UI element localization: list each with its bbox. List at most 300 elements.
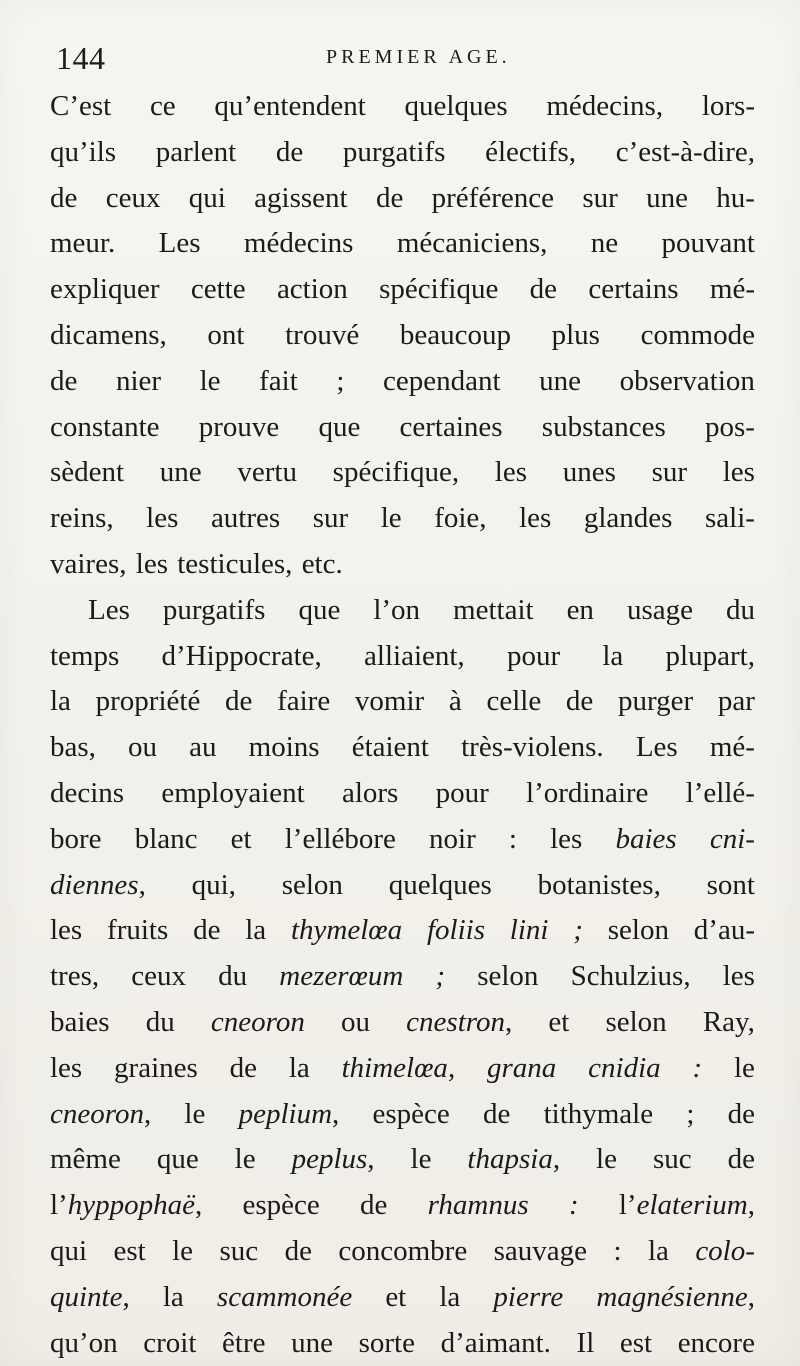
text-word <box>245 908 266 954</box>
text-fragment: la <box>288 1051 310 1084</box>
text-fragment: que <box>318 410 361 443</box>
text-fragment: le <box>234 1143 256 1176</box>
body-text <box>50 84 755 1366</box>
text-word <box>50 450 124 496</box>
text-fragment: de <box>193 914 221 947</box>
text-fragment: de <box>50 364 78 397</box>
text-word <box>573 908 583 954</box>
text-line <box>50 771 755 817</box>
text-word <box>383 359 501 405</box>
text-word <box>648 1229 669 1275</box>
text-fragment: meur. <box>50 227 116 260</box>
text-word <box>436 771 489 817</box>
text-fragment: fait <box>259 364 298 397</box>
italic-fragment: cni- <box>709 822 755 855</box>
text-fragment: sur <box>582 181 618 214</box>
text-fragment: sur <box>651 456 688 489</box>
text-fragment: médecins <box>243 227 354 260</box>
text-fragment: bore <box>50 822 102 855</box>
text-fragment: , <box>367 1143 375 1176</box>
text-fragment: lors- <box>701 90 755 122</box>
text-word <box>114 1046 198 1092</box>
text-word <box>160 450 202 496</box>
text-word <box>584 496 673 542</box>
text-word <box>225 679 252 725</box>
text-fragment: par <box>717 685 755 718</box>
text-word <box>50 817 102 863</box>
text-word <box>291 1321 333 1366</box>
text-word <box>131 954 186 1000</box>
text-word <box>605 1000 666 1046</box>
text-word <box>193 908 220 954</box>
text-word <box>692 1046 702 1092</box>
text-fragment: pos- <box>705 410 755 443</box>
text-word <box>530 267 557 313</box>
text-word <box>429 817 476 863</box>
text-word <box>493 1275 563 1321</box>
text-word <box>411 1137 432 1183</box>
text-fragment: Il <box>576 1326 595 1359</box>
text-word <box>710 817 755 863</box>
text-fragment: la <box>439 1280 461 1313</box>
text-fragment: en <box>566 593 594 626</box>
text-word <box>716 176 755 222</box>
text-fragment: suc <box>219 1234 259 1267</box>
text-word <box>191 267 246 313</box>
text-fragment: temps <box>50 639 120 672</box>
italic-fragment: baies <box>615 822 677 855</box>
text-line <box>50 817 755 863</box>
text-word <box>359 1321 415 1366</box>
text-word <box>582 176 617 222</box>
text-fragment: de <box>727 1097 755 1130</box>
text-fragment: moins <box>248 731 320 764</box>
text-word <box>596 1137 617 1183</box>
text-word <box>161 771 304 817</box>
text-fragment: sali- <box>705 502 755 535</box>
text-fragment: usage <box>626 593 693 626</box>
text-word <box>285 1229 312 1275</box>
text-fragment: et <box>548 1005 570 1038</box>
text-fragment: sauvage <box>493 1234 588 1267</box>
text-fragment: d’au- <box>693 914 755 947</box>
text-fragment: est <box>113 1234 146 1267</box>
text-word <box>705 496 755 542</box>
text-fragment: cependant <box>383 364 501 397</box>
text-word <box>199 405 280 451</box>
text-fragment: qu’ils <box>50 135 117 168</box>
text-word <box>686 1092 694 1138</box>
text-word <box>285 313 359 359</box>
text-word <box>298 588 340 634</box>
text-fragment: au <box>189 731 217 764</box>
text-fragment: selon <box>607 914 669 947</box>
text-word <box>372 1092 449 1138</box>
text-word <box>333 450 459 496</box>
text-word <box>539 359 581 405</box>
text-line <box>50 130 755 176</box>
text-word <box>211 496 280 542</box>
text-word <box>483 1092 510 1138</box>
text-word <box>641 313 755 359</box>
text-fragment: action <box>276 273 348 306</box>
text-fragment: noir <box>429 822 476 855</box>
text-fragment: pouvant <box>661 227 755 260</box>
text-word <box>405 84 508 130</box>
text-word <box>435 954 445 1000</box>
text-word <box>336 359 344 405</box>
text-fragment: qu’entendent <box>214 90 366 122</box>
text-word <box>728 1092 755 1138</box>
text-fragment: , <box>194 1189 203 1222</box>
text-fragment: , <box>332 1097 340 1130</box>
text-fragment: les <box>722 960 755 993</box>
text-fragment: ou <box>341 1005 371 1038</box>
text-word <box>159 221 201 267</box>
text-fragment: la <box>245 914 267 947</box>
text-fragment: l’ <box>618 1189 637 1222</box>
text-fragment: alors <box>341 776 399 809</box>
text-word <box>376 176 403 222</box>
text-word <box>231 817 252 863</box>
text-word <box>162 634 322 680</box>
text-word <box>239 1092 340 1138</box>
text-fragment: de <box>727 1143 755 1176</box>
text-fragment: très-violens. <box>461 731 604 764</box>
text-fragment: les <box>519 502 552 535</box>
text-fragment: Ray, <box>702 1005 755 1038</box>
text-fragment: encore <box>677 1326 755 1359</box>
text-fragment: substances <box>541 410 666 443</box>
text-fragment: purger <box>618 685 694 718</box>
text-fragment: propriété <box>95 685 201 718</box>
text-fragment: le <box>410 1143 432 1176</box>
text-word <box>50 1046 82 1092</box>
text-fragment: du <box>218 960 248 993</box>
text-word <box>548 1000 569 1046</box>
text-word <box>192 863 236 909</box>
text-word <box>128 725 157 771</box>
text-word <box>550 817 582 863</box>
text-word <box>172 1229 193 1275</box>
text-word <box>652 450 687 496</box>
text-fragment: decins <box>50 776 125 809</box>
italic-fragment: diennes <box>50 868 139 901</box>
text-fragment: botanistes, <box>537 868 661 901</box>
text-fragment: Les <box>158 227 201 260</box>
text-fragment: croit <box>143 1326 197 1359</box>
text-word <box>620 1321 652 1366</box>
text-fragment: sont <box>706 868 755 901</box>
text-fragment: de <box>229 1051 257 1084</box>
text-fragment: le <box>172 1234 194 1267</box>
text-word <box>364 634 465 680</box>
text-fragment: spécifique, <box>332 456 460 489</box>
text-word <box>342 1046 456 1092</box>
text-word <box>277 679 330 725</box>
text-word <box>400 313 511 359</box>
text-fragment: suc <box>652 1143 692 1176</box>
text-word <box>487 1046 556 1092</box>
text-fragment: parlent <box>155 135 237 168</box>
text-word <box>50 221 115 267</box>
text-word <box>538 863 661 909</box>
italic-fragment: peplus <box>291 1143 368 1176</box>
text-word <box>342 771 398 817</box>
text-word <box>355 679 424 725</box>
text-fragment: quelques <box>388 868 492 901</box>
text-word <box>618 679 693 725</box>
text-word <box>726 588 755 634</box>
text-fragment: , <box>143 1097 152 1130</box>
text-line <box>50 84 755 130</box>
text-fragment: de <box>529 273 558 306</box>
text-fragment: sèdent <box>50 456 125 489</box>
text-fragment: d’Hippocrate, <box>161 639 322 672</box>
text-fragment: mé- <box>709 273 755 306</box>
text-line <box>50 1229 755 1275</box>
text-fragment: unes <box>562 456 616 489</box>
italic-fragment: lini <box>509 914 549 947</box>
text-word <box>373 588 420 634</box>
text-word <box>406 1000 512 1046</box>
text-word <box>461 725 604 771</box>
text-word <box>184 1092 205 1138</box>
text-word <box>106 176 161 222</box>
text-word <box>50 1229 87 1275</box>
italic-fragment: hyppophaë <box>67 1189 195 1222</box>
text-word <box>678 1321 755 1366</box>
text-word <box>189 725 216 771</box>
text-fragment: employaient <box>161 776 305 809</box>
text-fragment: faire <box>277 685 331 718</box>
text-word <box>163 1275 184 1321</box>
text-fragment: une <box>291 1326 333 1359</box>
text-fragment: qu’on <box>50 1326 118 1359</box>
text-word <box>710 725 755 771</box>
text-fragment: mécaniciens, <box>396 227 548 260</box>
text-word <box>338 1229 467 1275</box>
text-fragment: graines <box>114 1051 198 1084</box>
text-line <box>50 359 755 405</box>
italic-fragment: ; <box>435 960 446 993</box>
text-word <box>50 542 127 588</box>
text-word <box>385 1275 406 1321</box>
text-word <box>519 496 551 542</box>
italic-fragment: : <box>568 1189 579 1222</box>
text-word <box>449 679 462 725</box>
text-fragment: , <box>122 1280 130 1313</box>
italic-fragment: cneoron <box>50 1097 144 1130</box>
text-word <box>596 1275 755 1321</box>
text-line <box>50 1092 755 1138</box>
italic-fragment: cnidia <box>588 1051 661 1084</box>
text-fragment: beaucoup <box>399 318 511 351</box>
text-fragment: de <box>50 181 78 214</box>
italic-fragment: foliis <box>426 914 485 947</box>
text-fragment: une <box>646 181 688 214</box>
text-word <box>218 954 247 1000</box>
text-fragment: d’aimant. <box>440 1326 551 1359</box>
text-word <box>613 1229 621 1275</box>
text-word <box>50 1000 110 1046</box>
text-word <box>302 542 343 588</box>
italic-fragment: : <box>692 1051 703 1084</box>
text-line <box>50 176 755 222</box>
text-fragment: ; <box>336 364 345 397</box>
text-fragment: C’est <box>50 90 112 122</box>
text-word <box>235 1137 256 1183</box>
text-word <box>588 267 678 313</box>
page-header <box>56 40 752 76</box>
text-word <box>646 176 688 222</box>
text-fragment: les <box>722 456 755 489</box>
text-fragment: espèce <box>372 1097 450 1130</box>
text-word <box>50 405 160 451</box>
text-word <box>50 1137 121 1183</box>
text-fragment: certains <box>588 273 679 306</box>
text-word <box>509 817 517 863</box>
text-fragment: préférence <box>431 181 554 214</box>
text-word <box>146 1000 175 1046</box>
text-line <box>50 313 755 359</box>
text-word <box>577 1321 595 1366</box>
text-fragment: purgatifs <box>162 593 266 626</box>
text-word <box>707 863 755 909</box>
text-fragment: qui <box>188 181 226 214</box>
text-word <box>495 450 527 496</box>
text-word <box>441 1321 551 1366</box>
text-line <box>50 1000 755 1046</box>
text-fragment: celle <box>486 685 542 718</box>
text-word <box>211 1000 305 1046</box>
text-word <box>143 1321 196 1366</box>
italic-fragment: peplium <box>238 1097 333 1130</box>
running-head: PREMIER AGE. <box>326 46 511 68</box>
text-word <box>50 863 146 909</box>
text-word <box>718 679 755 725</box>
text-fragment: l’on <box>373 593 421 626</box>
text-fragment: tres, <box>50 960 100 993</box>
text-word <box>50 496 114 542</box>
text-word <box>734 1046 755 1092</box>
italic-fragment: rhamnus <box>427 1189 529 1222</box>
text-word <box>242 1183 319 1229</box>
text-fragment: même <box>50 1143 121 1176</box>
text-line <box>50 863 755 909</box>
text-word <box>434 496 486 542</box>
text-fragment: tithymale <box>543 1097 654 1130</box>
text-line <box>50 725 755 771</box>
text-word <box>615 817 676 863</box>
text-word <box>292 1137 375 1183</box>
text-word <box>136 542 168 588</box>
text-word <box>341 1000 370 1046</box>
text-word <box>710 267 755 313</box>
text-fragment: vertu <box>237 456 297 489</box>
italic-fragment: thimelœa <box>341 1051 448 1084</box>
text-fragment: qui <box>50 1234 88 1267</box>
text-word <box>217 1275 352 1321</box>
text-word <box>705 405 755 451</box>
text-word <box>467 1137 560 1183</box>
text-word <box>291 908 402 954</box>
text-word <box>50 634 119 680</box>
text-fragment: la <box>50 685 71 718</box>
text-fragment: autres <box>210 502 281 535</box>
text-fragment: nier <box>115 364 162 397</box>
text-word <box>230 1046 257 1092</box>
text-word <box>552 313 600 359</box>
text-line <box>50 1321 755 1366</box>
text-word <box>381 496 402 542</box>
text-word <box>244 221 354 267</box>
text-word <box>694 908 755 954</box>
text-word <box>50 130 116 176</box>
text-fragment: c’est-à-dire, <box>615 135 755 168</box>
text-fragment: du <box>145 1005 175 1038</box>
text-word <box>397 221 548 267</box>
italic-fragment: ; <box>573 914 583 947</box>
text-word <box>277 267 348 313</box>
text-fragment: concombre <box>338 1234 468 1267</box>
text-fragment: expliquer <box>50 273 160 306</box>
text-word <box>486 679 541 725</box>
text-fragment: trouvé <box>285 318 360 351</box>
text-word <box>279 954 403 1000</box>
text-word <box>379 267 498 313</box>
text-word <box>88 588 130 634</box>
text-word <box>313 496 348 542</box>
text-fragment: de <box>360 1189 388 1222</box>
text-word <box>214 84 365 130</box>
text-word <box>259 359 298 405</box>
italic-fragment: mezerœum <box>279 960 404 993</box>
text-fragment: , <box>447 1051 456 1084</box>
text-word <box>427 908 485 954</box>
text-word <box>50 1321 118 1366</box>
text-word <box>542 405 666 451</box>
text-fragment: , <box>552 1143 561 1176</box>
text-fragment: ; <box>686 1097 695 1130</box>
text-fragment: ceux <box>105 181 161 214</box>
text-fragment: de <box>375 181 404 214</box>
text-word <box>116 359 161 405</box>
text-word <box>50 1183 202 1229</box>
text-fragment: mé- <box>709 731 755 764</box>
text-fragment: testicules, <box>177 547 293 580</box>
text-word <box>50 679 71 725</box>
text-fragment: : <box>508 822 517 855</box>
text-fragment: reins, <box>50 502 114 535</box>
text-word <box>702 84 755 130</box>
text-fragment: de <box>225 685 253 718</box>
text-fragment: ceux <box>131 960 186 993</box>
text-word <box>588 1046 661 1092</box>
text-fragment: que <box>298 593 341 626</box>
text-fragment: cette <box>190 273 246 306</box>
text-word <box>343 130 446 176</box>
text-word <box>428 1183 529 1229</box>
italic-fragment: pierre <box>493 1280 564 1313</box>
text-line <box>50 267 755 313</box>
text-word <box>50 725 96 771</box>
text-fragment: mettait <box>453 593 534 626</box>
text-fragment: glandes <box>583 502 673 535</box>
italic-fragment: magnésienne <box>596 1280 748 1313</box>
text-line <box>50 1137 755 1183</box>
text-word <box>494 1229 587 1275</box>
